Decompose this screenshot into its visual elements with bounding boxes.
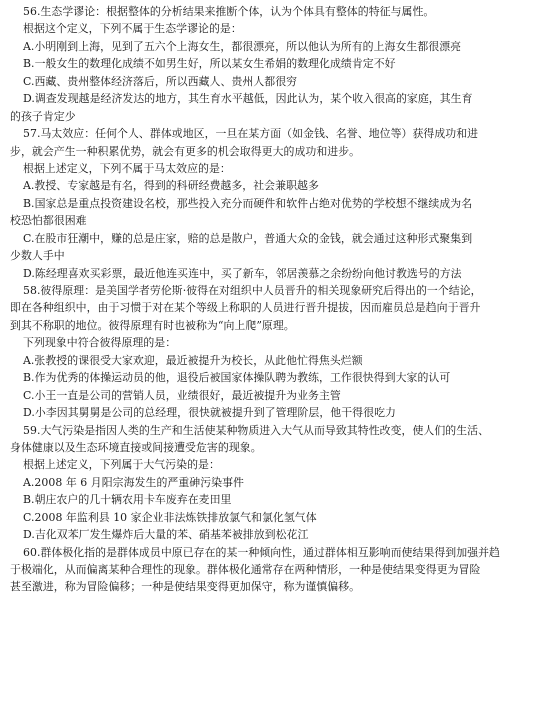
text-line: 校恐怕都很困难: [10, 214, 87, 228]
text-line: A.2008 年 6 月阳宗海发生的严重砷污染事件: [23, 475, 244, 489]
text-line: 即在各种组织中，由于习惯于对在某个等级上称职的人员进行晋升提拔，因而雇员总是趋向于晋升: [10, 301, 481, 315]
text-line: B.朝庄农户的几十辆农用卡车废弃在麦田里: [23, 493, 232, 507]
text-line: 少数人手中: [10, 249, 65, 263]
text-line: D.小李因其舅舅是公司的总经理，很快就被提升到了管理阶层，他干得很吃力: [23, 406, 396, 420]
text-line: 的孩子肯定少: [10, 109, 76, 123]
text-line: D.调查发现越是经济发达的地方，其生育水平越低，因此认为，某个收入很高的家庭，其生育: [23, 92, 473, 106]
text-line: C.西藏、贵州整体经济落后，所以西藏人、贵州人都很穷: [23, 74, 298, 88]
text-line: 下列现象中符合彼得原理的是：: [23, 336, 177, 350]
text-line: 根据这个定义，下列不属于生态学谬论的是：: [23, 22, 242, 36]
text-line: C.在股市狂潮中，赚的总是庄家，赔的总是散户，普通大众的金钱，就会通过这种形式聚集到: [23, 231, 473, 245]
text-line: 于极端化，从而偏离某种合理性的现象。群体极化通常存在两种情形，一种是使结果变得更为冒险: [10, 563, 481, 576]
text-line: C.2008 年监利县 10 家企业非法炼铁排放氯气和氯化氢气体: [23, 510, 317, 524]
text-line: 甚至激进，称为冒险偏移；一种是使结果变得更加保守，称为谨慎偏移。: [10, 580, 361, 594]
text-line: A.张教授的课很受大家欢迎，最近被提升为校长，从此他忙得焦头烂额: [23, 353, 363, 367]
text-line: 根据上述定义，下列属于大气污染的是：: [23, 458, 220, 472]
text-line: C.小王一直是公司的营销人员，业绩很好，最近被提升为业务主管: [23, 388, 341, 402]
text-line: A.小明刚到上海，见到了五六个上海女生，都很漂亮，所以他认为所有的上海女生都很漂亮: [23, 39, 462, 53]
text-line: 57.马太效应：任何个人、群体或地区，一旦在某方面（如金钱、名誉、地位等）获得成功和进: [23, 127, 479, 141]
text-line: 根据上述定义，下列不属于马太效应的是：: [23, 161, 231, 175]
text-line: 60.群体极化指的是群体成员中原已存在的某一种倾向性，通过群体相互影响而使结果得到加强并趋: [23, 545, 500, 559]
text-line: D.吉化双苯厂发生爆炸后大量的苯、硝基苯被排放到松花江: [23, 528, 309, 542]
text-line: 步，就会产生一种积累优势，就会有更多的机会取得更大的成功和进步。: [10, 144, 361, 158]
text-line: D.陈经理喜欢买彩票，最近他连买连中，买了新车，邻居羡慕之余纷纷向他讨教选号的方法: [23, 266, 462, 280]
text-line: B.作为优秀的体操运动员的他，退役后被国家体操队聘为教练，工作很快得到大家的认可: [23, 371, 451, 385]
text-line: 56.生态学谬论：根据整体的分析结果来推断个体，认为个体具有整体的特征与属性。: [23, 5, 435, 18]
text-line: 59.大气污染是指因人类的生产和生活使某种物质进入大气从而导致其特性改变，使人们的生活、: [23, 423, 490, 437]
text-line: 到其不称职的地位。彼得原理有时也被称为“向上爬”原理。: [10, 318, 295, 332]
text-line: B.一般女生的数理化成绩不如男生好，所以某女生希娟的数理化成绩肯定不好: [23, 57, 396, 71]
text-line: 58.彼得原理：是美国学者劳伦斯·彼得在对组织中人员晋升的相关现象研究后得出的一个结论，: [23, 284, 482, 297]
text-line: 身体健康以及生态环境直接或间接遭受危害的现象。: [10, 440, 262, 454]
text-line: B.国家总是重点投资建设名校，那些投入充分而硬件和软件占绝对优势的学校想不继续成为名: [23, 196, 473, 210]
text-line: A.教授、专家越是有名，得到的科研经费越多，社会兼职越多: [23, 179, 319, 193]
